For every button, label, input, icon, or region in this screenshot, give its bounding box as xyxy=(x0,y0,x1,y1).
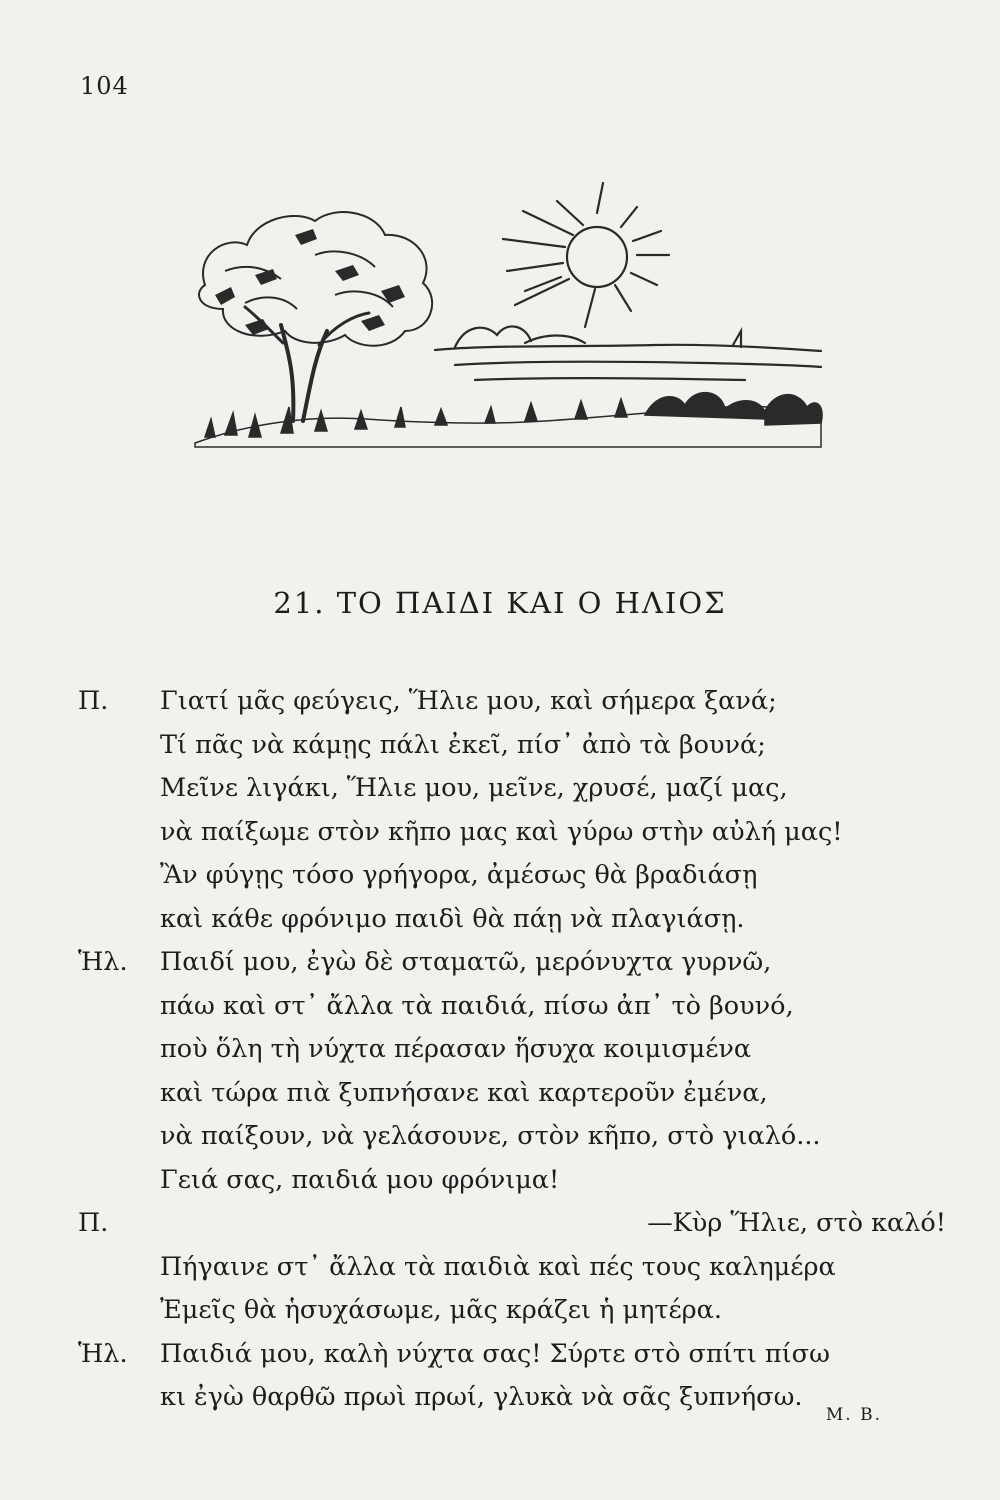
landscape-sun-tree-icon xyxy=(185,175,825,460)
poem-line xyxy=(78,985,958,1029)
verse-text: ποὺ ὅλη τὴ νύχτα πέρασαν ἥσυχα κοιμισμένα xyxy=(160,1034,752,1064)
verse-text: Ἐμεῖς θὰ ἡσυχάσωμε, μᾶς κράζει ἡ μητέρα. xyxy=(160,1295,722,1325)
poem-line xyxy=(78,1246,958,1290)
author-signature: Μ. Β. xyxy=(825,1405,882,1425)
verse-text: νὰ παίξωμε στὸν κῆπο μας καὶ γύρω στὴν αὐλή μας! xyxy=(160,816,843,847)
poem-line xyxy=(78,1028,958,1072)
poem-line xyxy=(78,1333,958,1377)
speaker-label: Ἡλ. xyxy=(78,947,128,977)
speaker-label: Π. xyxy=(78,1208,109,1238)
verse-text: —Κὺρ Ἥλιε, στὸ καλό! xyxy=(647,1208,946,1238)
speaker-label: Π. xyxy=(78,686,109,716)
poem xyxy=(78,680,958,1420)
poem-line xyxy=(78,941,958,985)
poem-line xyxy=(78,811,958,855)
poem-line xyxy=(78,767,958,811)
verse-text: Γειά σας, παιδιά μου φρόνιμα! xyxy=(160,1164,560,1195)
verse-text: κι ἐγὼ θαρθῶ πρωὶ πρωί, γλυκὰ νὰ σᾶς ξυπνήσω. xyxy=(160,1382,803,1412)
verse-text: Ἂν φύγῃς τόσο γρήγορα, ἀμέσως θὰ βραδιάσῃ xyxy=(160,860,758,890)
poem-line xyxy=(78,680,958,724)
verse-text: Παιδί μου, ἐγὼ δὲ σταματῶ, μερόνυχτα γυρνῶ, xyxy=(160,947,772,977)
poem-line xyxy=(78,1202,958,1246)
verse-text: Γιατί μᾶς φεύγεις, Ἥλιε μου, καὶ σήμερα ξανά; xyxy=(160,686,777,716)
poem-line xyxy=(78,724,958,768)
poem-line xyxy=(78,1072,958,1116)
poem-line xyxy=(78,1289,958,1333)
verse-text: Τί πᾶς νὰ κάμῃς πάλι ἐκεῖ, πίσ᾽ ἀπὸ τὰ βουνά; xyxy=(160,729,766,760)
verse-text: Μεῖνε λιγάκι, Ἥλιε μου, μεῖνε, χρυσέ, μαζί μας, xyxy=(160,773,788,803)
verse-text: πάω καὶ στ᾽ ἄλλα τὰ παιδιά, πίσω ἀπ᾽ τὸ βουνό, xyxy=(160,990,794,1021)
speaker-label: Ἡλ. xyxy=(78,1338,128,1369)
poem-title: 21. ΤΟ ΠΑΙΔΙ ΚΑΙ Ο ΗΛΙΟΣ xyxy=(273,586,727,620)
poem-line xyxy=(78,1159,958,1203)
poem-line xyxy=(78,854,958,898)
poem-line xyxy=(78,898,958,942)
poem-line xyxy=(78,1115,958,1159)
page-number: 104 xyxy=(80,72,129,100)
verse-text: Παιδιά μου, καλὴ νύχτα σας! Σύρτε στὸ σπίτι πίσω xyxy=(160,1338,830,1369)
verse-text: καὶ τώρα πιὰ ξυπνήσανε καὶ καρτεροῦν ἐμένα, xyxy=(160,1077,768,1108)
verse-text: νὰ παίξουν, νὰ γελάσουνε, στὸν κῆπο, στὸ γιαλό... xyxy=(160,1121,821,1151)
verse-text: Πήγαινε στ᾽ ἄλλα τὰ παιδιὰ καὶ πές τους καλημέρα xyxy=(160,1251,836,1282)
verse-text: καὶ κάθε φρόνιμο παιδὶ θὰ πάῃ νὰ πλαγιάσῃ. xyxy=(160,903,745,934)
